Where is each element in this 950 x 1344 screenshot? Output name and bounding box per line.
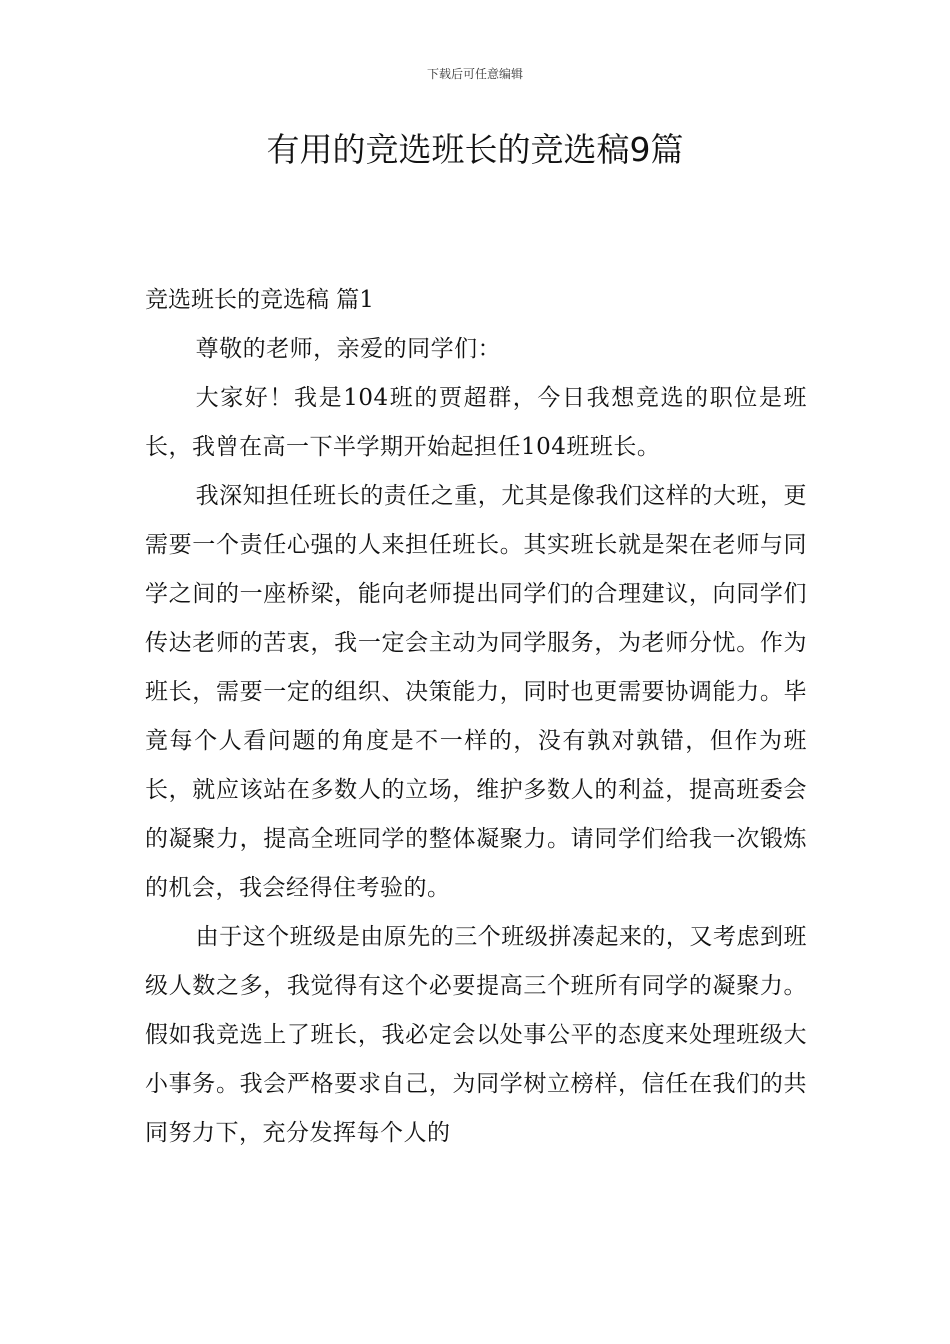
paragraph-responsibility: 我深知担任班长的责任之重，尤其是像我们这样的大班，更需要一个责任心强的人来担任班长。其实班长就是架在老师与同学之间的一座桥梁，能向老师提出同学们的合理建议，向同学们传达老师的苦衷，我一定会主动为同学服务，为老师分忧。作为班长，需要一定的组织、决策能力，同时也更需要协调能力。毕竟每个人看问题的角度是不一样的，没有孰对孰错，但作为班长，就应该站在多数人的立场，维护多数人的利益，提高班委会的凝聚力，提高全班同学的整体凝聚力。请同学们给我一次锻炼的机会，我会经得住考验的。 [145,483,807,901]
document-body [145,276,807,1158]
paragraph-introduction: 大家好！我是104班的贾超群，今日我想竞选的职位是班长，我曾在高一下半学期开始起担任104班班长。 [145,385,807,460]
paragraph-salutation: 尊敬的老师，亲爱的同学们： [195,336,502,362]
document-title: 有用的竞选班长的竞选稿9篇 [266,130,684,169]
paragraph-plan: 由于这个班级是由原先的三个班级拼凑起来的，又考虑到班级人数之多，我觉得有这个必要提高三个班所有同学的凝聚力。假如我竞选上了班长，我必定会以处事公平的态度来处理班级大小事务。我会严格要求自己，为同学树立榜样，信任在我们的共同努力下，充分发挥每个人的 [145,924,807,1146]
header-note: 下载后可任意编辑 [426,67,523,81]
section-heading: 竞选班长的竞选稿 篇1 [145,287,374,313]
